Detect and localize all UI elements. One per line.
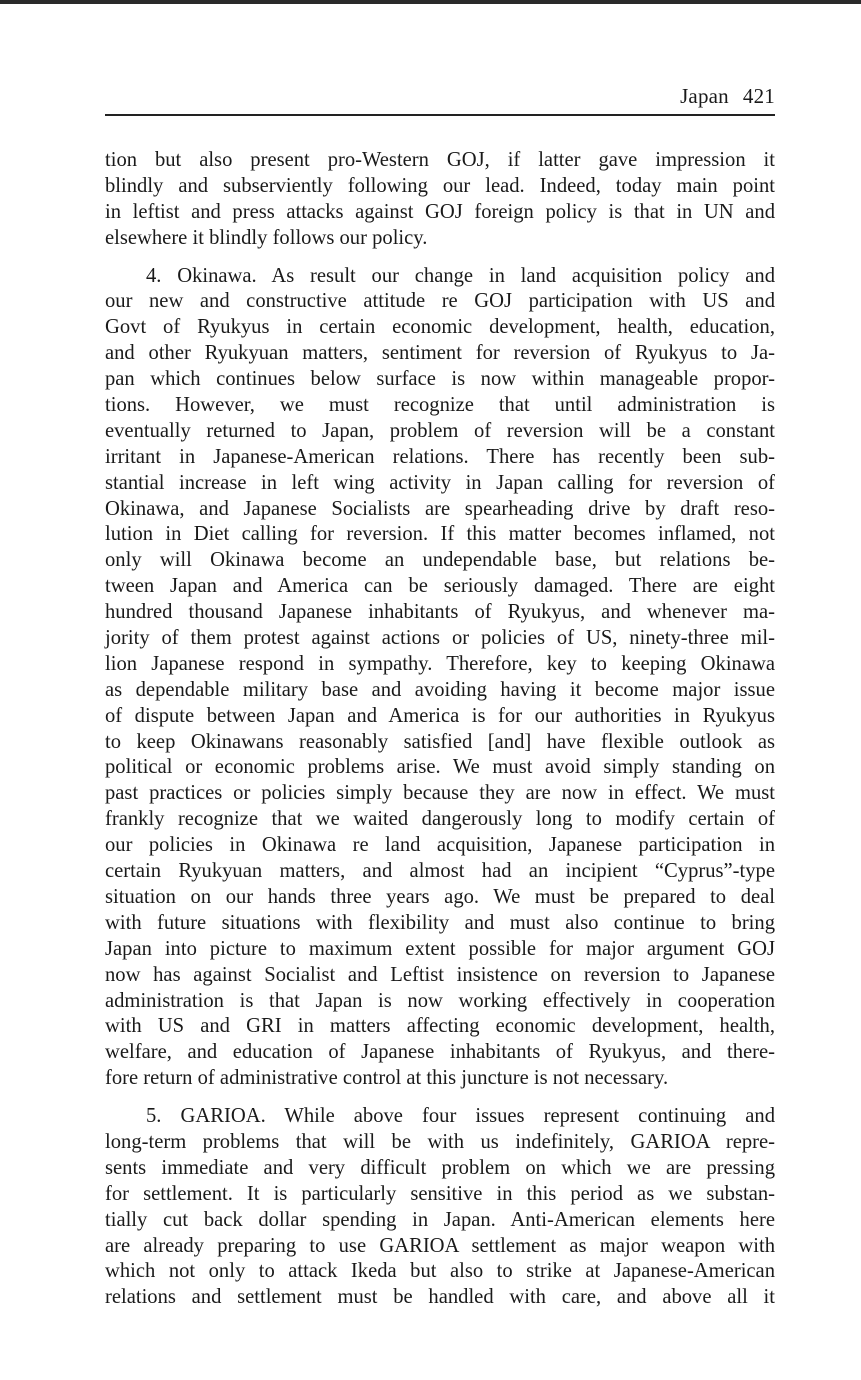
text-line: tween Japan and America can be seriously damaged. There are eight: [105, 575, 775, 598]
text-line: relations and settlement must be handled with care, and above all it: [105, 1286, 775, 1309]
text-line: elsewhere it blindly follows our policy.: [105, 226, 428, 249]
text-line: for settlement. It is particularly sensitive in this period as we substan-: [105, 1182, 775, 1205]
text-line: of dispute between Japan and America is for our authorities in Ryukyus: [105, 704, 775, 727]
text-line: stantial increase in left wing activity in Japan calling for reversion of: [105, 471, 775, 494]
text-line: certain Ryukyuan matters, and almost had an incipient “Cyprus”-type: [105, 860, 775, 883]
text-line: tions. However, we must recognize that until administration is: [105, 394, 775, 417]
text-line: welfare, and education of Japanese inhabitants of Ryukyus, and there-: [105, 1041, 775, 1064]
text-line: pan which continues below surface is now within manageable propor-: [105, 368, 775, 391]
page-header: [105, 84, 775, 116]
text-line: are already preparing to use GARIOA settlement as major weapon with: [105, 1234, 775, 1257]
text-line: frankly recognize that we waited dangerously long to modify certain of: [105, 808, 775, 831]
text-line: 4. Okinawa. As result our change in land acquisition policy and: [146, 264, 775, 287]
text-line: past practices or policies simply because they are now in effect. We must: [105, 782, 775, 805]
text-line: 5. GARIOA. While above four issues represent continuing and: [146, 1105, 775, 1128]
text-line: and other Ryukyuan matters, sentiment for reversion of Ryukyus to Ja-: [105, 342, 775, 365]
text-line: Govt of Ryukyus in certain economic development, health, education,: [105, 316, 775, 339]
text-line: irritant in Japanese-American relations. There has recently been sub-: [105, 445, 775, 468]
text-line: tion but also present pro-Western GOJ, if latter gave impression it: [105, 149, 775, 171]
text-line: eventually returned to Japan, problem of reversion will be a constant: [105, 419, 775, 442]
text-line: only will Okinawa become an undependable base, but relations be-: [105, 549, 775, 572]
text-line: administration is that Japan is now working effectively in cooperation: [105, 989, 775, 1012]
text-line: blindly and subserviently following our lead. Indeed, today main point: [105, 174, 775, 197]
text-line: our policies in Okinawa re land acquisition, Japanese participation in: [105, 834, 775, 857]
paragraph: [105, 148, 775, 252]
text-line: which not only to attack Ikeda but also to strike at Japanese-American: [105, 1260, 775, 1283]
text-line: with US and GRI in matters affecting economic development, health,: [105, 1015, 775, 1038]
text-line: jority of them protest against actions or policies of US, ninety-three mil-: [105, 627, 775, 650]
text-line: long-term problems that will be with us indefinitely, GARIOA repre-: [105, 1130, 775, 1153]
body-text: [105, 148, 775, 1311]
text-line: our new and constructive attitude re GOJ participation with US and: [105, 290, 775, 313]
text-line: Japan into picture to maximum extent possible for major argument GOJ: [105, 937, 775, 960]
paragraph-gap: [105, 252, 775, 264]
running-head: [680, 84, 775, 109]
paragraph: [105, 1104, 775, 1311]
text-line: tially cut back dollar spending in Japan. Anti-American elements here: [105, 1208, 775, 1231]
text-line: as dependable military base and avoiding having it become major issue: [105, 678, 775, 701]
running-title: Japan: [680, 84, 729, 108]
scan-edge: [0, 0, 861, 4]
text-line: lion Japanese respond in sympathy. Therefore, key to keeping Okinawa: [105, 652, 775, 675]
text-line: lution in Diet calling for reversion. If this matter becomes inflamed, not: [105, 523, 775, 546]
text-line: Okinawa, and Japanese Socialists are spearheading drive by draft reso-: [105, 497, 775, 520]
page-number: 421: [742, 84, 775, 108]
text-line: in leftist and press attacks against GOJ foreign policy is that in UN and: [105, 200, 775, 223]
text-line: to keep Okinawans reasonably satisfied [and] have flexible outlook as: [105, 730, 775, 753]
paragraph-gap: [105, 1092, 775, 1104]
text-line: with future situations with flexibility and must also continue to bring: [105, 911, 775, 934]
text-line: political or economic problems arise. We must avoid simply standing on: [105, 756, 775, 779]
text-line: fore return of administrative control at this juncture is not necessary.: [105, 1067, 669, 1090]
text-line: sents immediate and very difficult problem on which we are pressing: [105, 1156, 775, 1179]
text-line: situation on our hands three years ago. We must be prepared to deal: [105, 885, 775, 908]
paragraph: [105, 264, 775, 1093]
text-line: hundred thousand Japanese inhabitants of Ryukyus, and whenever ma-: [105, 601, 775, 624]
text-line: now has against Socialist and Leftist insistence on reversion to Japanese: [105, 963, 775, 986]
